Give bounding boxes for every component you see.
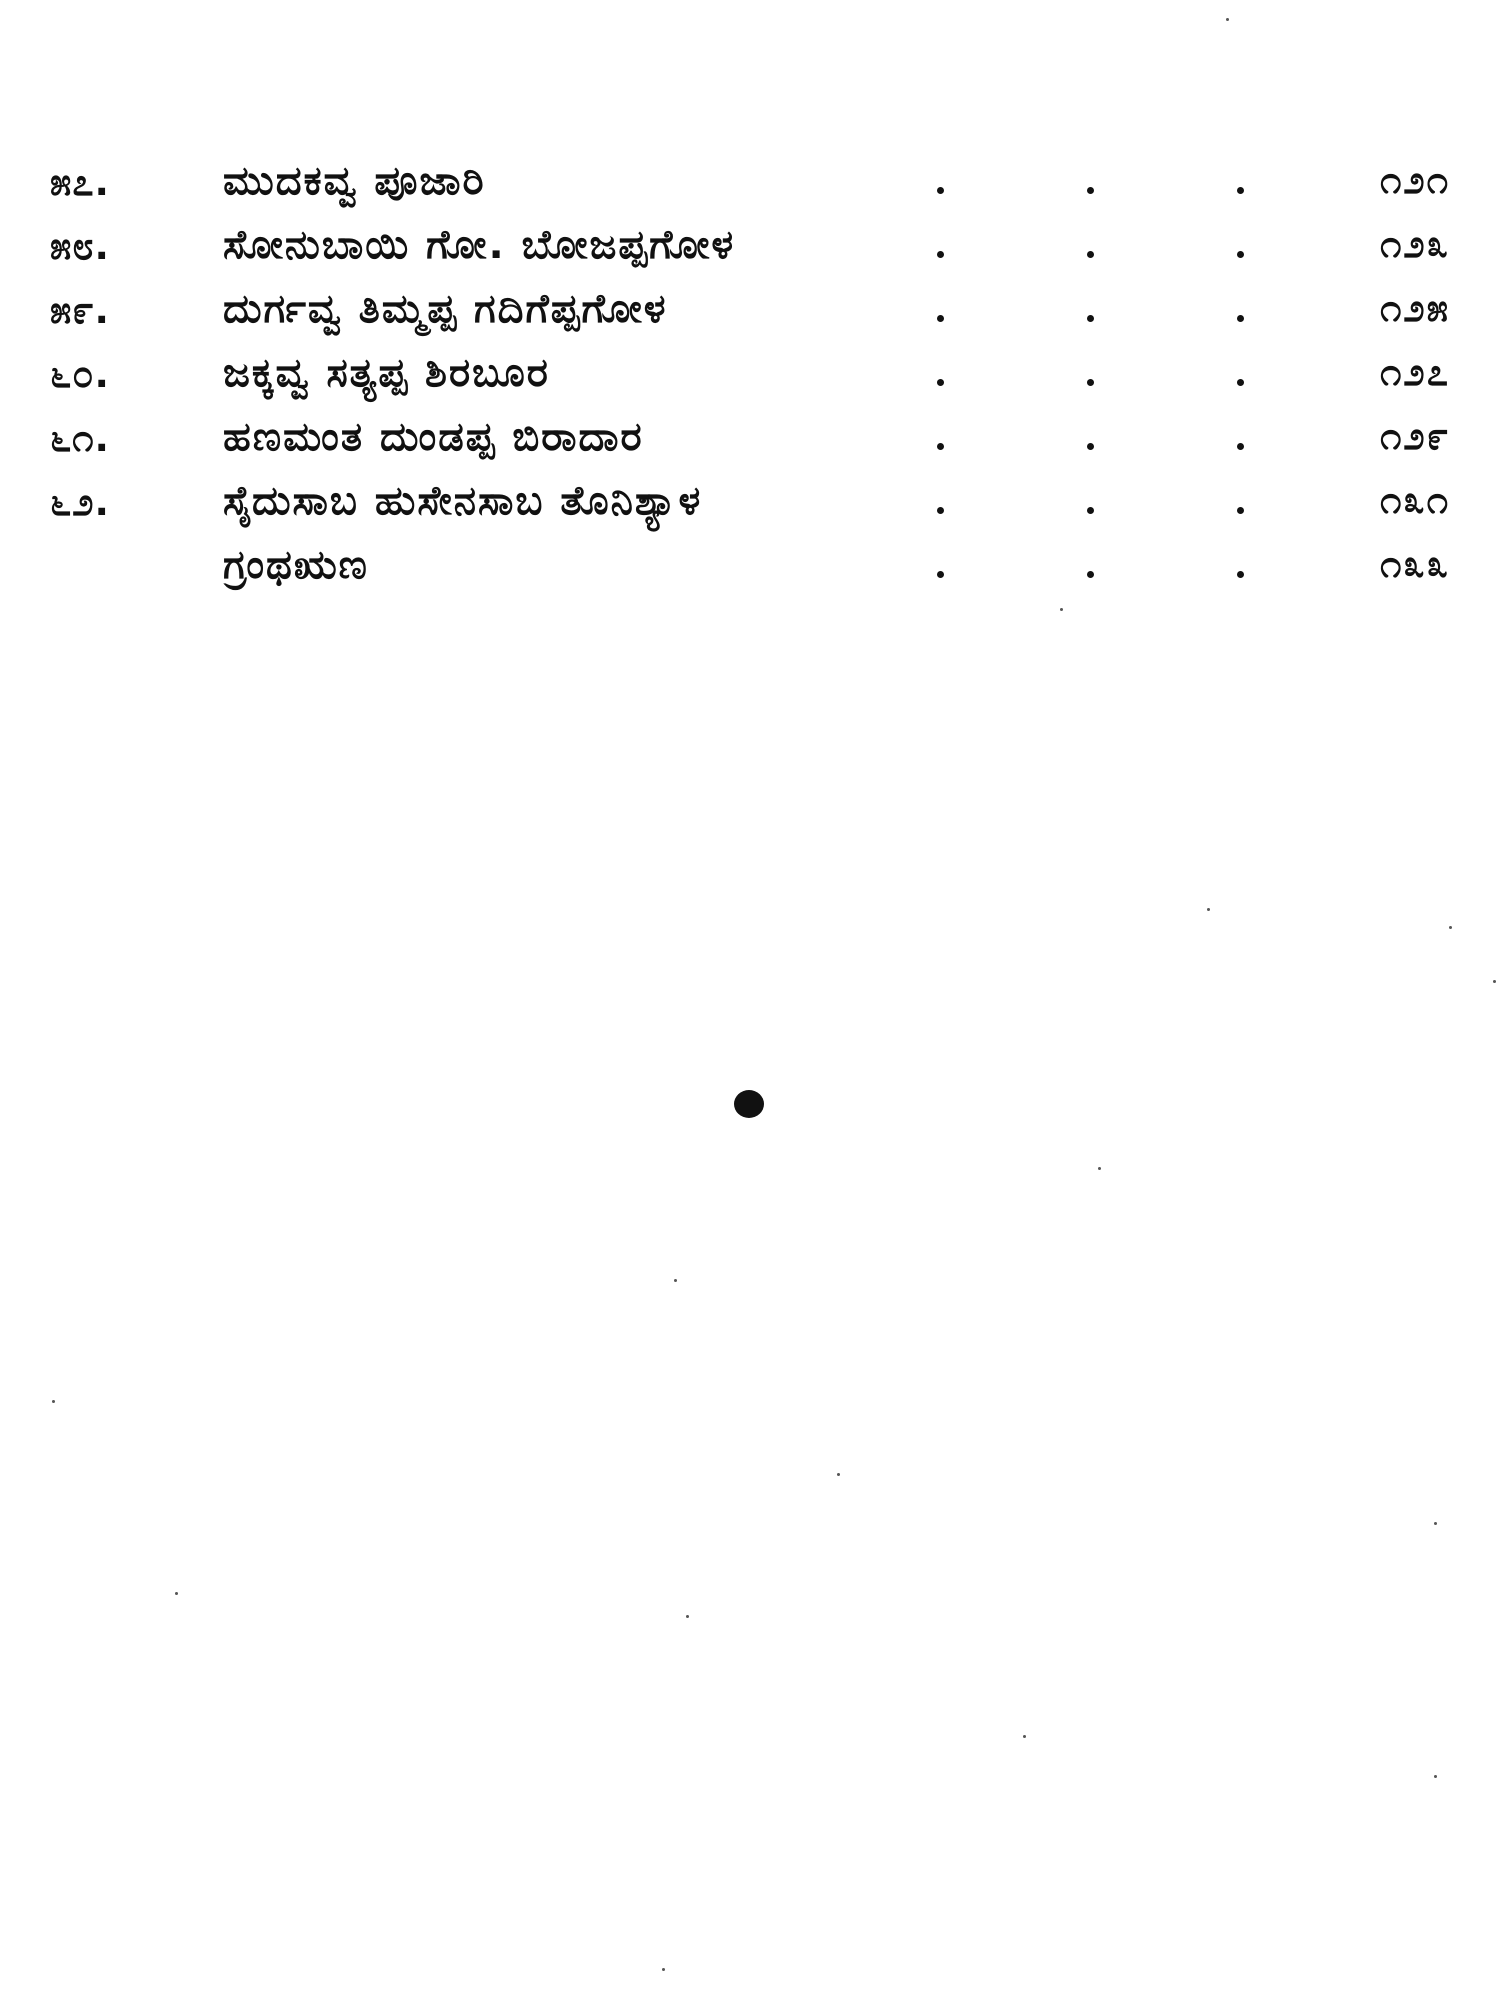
- leader-dot: [1237, 571, 1244, 578]
- leader-dot: [937, 315, 944, 322]
- leader-dot: [1087, 443, 1094, 450]
- leader-dot: [1237, 507, 1244, 514]
- toc-entry-page: ೧೩೩: [1380, 542, 1450, 586]
- scan-speck: [1434, 1522, 1437, 1525]
- toc-entry-number: ೬೨.: [50, 480, 110, 524]
- leader-dot: [937, 187, 944, 194]
- toc-entry-page: ೧೨೫: [1380, 286, 1450, 330]
- leader-dot: [1237, 443, 1244, 450]
- toc-entry: [50, 470, 1450, 534]
- toc-entry-title: ಜಕ್ಕವ್ವ ಸತ್ಯಪ್ಪ ಶಿರಬೂರ: [223, 350, 550, 396]
- leader-dot: [1087, 315, 1094, 322]
- toc-entry-number: ೫೮.: [50, 224, 110, 268]
- scan-speck: [662, 1968, 665, 1971]
- leader-dot: [1237, 187, 1244, 194]
- toc-entry-number: ೫೯.: [50, 288, 110, 332]
- leader-dot: [937, 571, 944, 578]
- dot-leader: [50, 534, 1450, 598]
- dot-leader: [50, 214, 1450, 278]
- leader-dot: [937, 443, 944, 450]
- leader-dot: [1087, 379, 1094, 386]
- leader-dot: [1237, 315, 1244, 322]
- toc-entry-page: ೧೨೧: [1380, 158, 1450, 202]
- leader-dot: [937, 507, 944, 514]
- toc-entry: [50, 150, 1450, 214]
- leader-dot: [1087, 507, 1094, 514]
- scan-speck: [686, 1615, 689, 1618]
- dot-leader: [50, 470, 1450, 534]
- scan-speck: [1434, 1775, 1437, 1778]
- toc-entry-title: ಸೋನುಬಾಯಿ ಗೋ. ಬೋಜಪ್ಪಗೋಳ: [223, 222, 736, 268]
- toc-entry: [50, 342, 1450, 406]
- scan-speck: [1493, 980, 1496, 983]
- toc-entry: [50, 534, 1450, 598]
- toc-entry-page: ೧೩೧: [1380, 478, 1450, 522]
- toc-entry-title: ಹಣಮಂತ ದುಂಡಪ್ಪ ಬಿರಾದಾರ: [223, 414, 644, 460]
- scan-speck: [1449, 926, 1452, 929]
- toc-entry: [50, 278, 1450, 342]
- scan-speck: [1226, 18, 1229, 21]
- toc-entry-number: ೬೦.: [50, 352, 110, 396]
- toc-entry-page: ೧೨೯: [1380, 414, 1450, 458]
- leader-dot: [1087, 251, 1094, 258]
- scan-speck: [1060, 608, 1063, 611]
- bullet-mark: [734, 1090, 764, 1118]
- leader-dot: [937, 251, 944, 258]
- toc-entry-page: ೧೨೩: [1380, 222, 1450, 266]
- scan-speck: [1207, 908, 1210, 911]
- toc-entry-number: ೬೧.: [50, 416, 110, 460]
- toc-entry: [50, 214, 1450, 278]
- toc-entry-title: ದುರ್ಗವ್ವ ತಿಮ್ಮಪ್ಪ ಗದಿಗೆಪ್ಪಗೋಳ: [223, 286, 668, 332]
- table-of-contents: [50, 150, 1450, 598]
- scan-speck: [837, 1473, 840, 1476]
- dot-leader: [50, 406, 1450, 470]
- scan-speck: [52, 1400, 55, 1403]
- toc-entry-title: ಸೈದುಸಾಬ ಹುಸೇನಸಾಬ ತೊನಿಶ್ಯಾಳ: [223, 478, 703, 524]
- leader-dot: [937, 379, 944, 386]
- toc-entry-title: ಮುದಕವ್ವ ಪೂಜಾರಿ: [223, 158, 486, 204]
- dot-leader: [50, 150, 1450, 214]
- scan-speck: [175, 1592, 178, 1595]
- leader-dot: [1237, 251, 1244, 258]
- dot-leader: [50, 342, 1450, 406]
- toc-entry-page: ೧೨೭: [1380, 350, 1450, 394]
- toc-entry: [50, 406, 1450, 470]
- toc-entry-number: ೫೭.: [50, 160, 110, 204]
- scan-speck: [1023, 1735, 1026, 1738]
- leader-dot: [1087, 571, 1094, 578]
- scan-speck: [1098, 1167, 1101, 1170]
- leader-dot: [1237, 379, 1244, 386]
- dot-leader: [50, 278, 1450, 342]
- toc-entry-title: ಗ್ರಂಥಋಣ: [223, 542, 369, 588]
- leader-dot: [1087, 187, 1094, 194]
- scan-speck: [674, 1279, 677, 1282]
